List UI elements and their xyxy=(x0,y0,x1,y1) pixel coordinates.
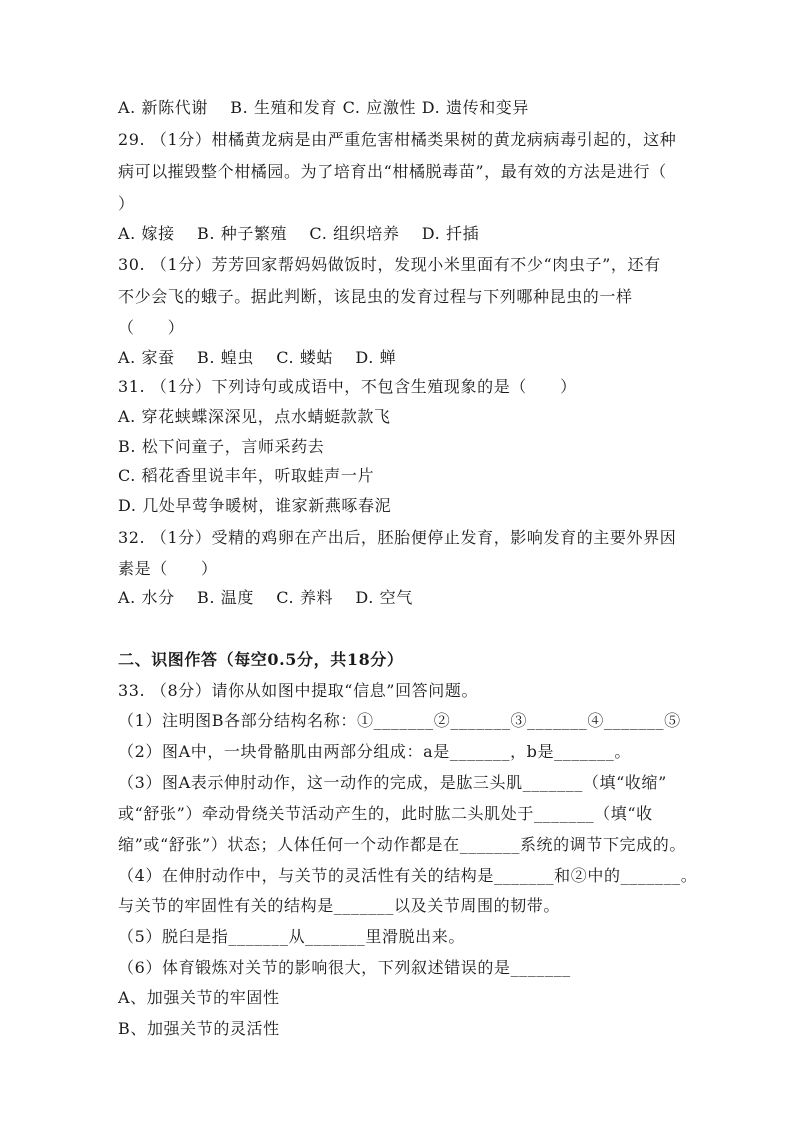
q30-stem-line3: （ ） xyxy=(118,318,185,337)
q29-options: A. 嫁接 B. 种子繁殖 C. 组织培养 D. 扦插 xyxy=(118,224,480,243)
q32-options: A. 水分 B. 温度 C. 养料 D. 空气 xyxy=(118,588,413,607)
section-heading: 二、识图作答（每空0.5分，共18分） xyxy=(118,650,404,669)
q28-options: A. 新陈代谢 B. 生殖和发育 C. 应激性 D. 遗传和变异 xyxy=(118,98,529,117)
q30-stem-line2: 不少会飞的蛾子。据此判断，该昆虫的发育过程与下列哪种昆虫的一样 xyxy=(118,287,633,306)
q33-part1: （1）注明图B各部分结构名称：①_______②_______③_______④_______⑤ xyxy=(118,711,681,730)
q31-option-a: A. 穿花蛱蝶深深见，点水蜻蜓款款飞 xyxy=(118,407,391,426)
q29-stem-line2: 病可以摧毁整个柑橘园。为了培育出“柑橘脱毒苗”，最有效的方法是进行（ xyxy=(118,162,667,181)
q29-stem-line3: ） xyxy=(118,194,135,213)
q33-part5: （5）脱臼是指_______从_______里滑脱出来。 xyxy=(118,927,465,946)
q33-part3-line1: （3）图A表示伸肘动作，这一动作的完成，是肱三头肌_______（填“收缩” xyxy=(118,773,667,792)
q33-part3-line3: 缩”或“舒张”）状态；人体任何一个动作都是在_______系统的调节下完成的。 xyxy=(118,835,686,854)
q33-part6: （6）体育锻炼对关节的影响很大，下列叙述错误的是_______ xyxy=(118,958,571,977)
q33-part6-option-a: A、加强关节的牢固性 xyxy=(118,988,280,1007)
q31-option-d: D. 几处早莺争暖树，谁家新燕啄春泥 xyxy=(118,496,392,515)
q33-part6-option-b: B、加强关节的灵活性 xyxy=(118,1019,280,1038)
q30-stem-line1: 30. （1分）芳芳回家帮妈妈做饭时，发现小米里面有不少“肉虫子”，还有 xyxy=(118,255,661,274)
q33-part3-line2: 或“舒张”）牵动骨绕关节活动产生的，此时肱二头肌处于_______（填“收 xyxy=(118,804,653,823)
q33-part2: （2）图A中，一块骨骼肌由两部分组成：a是_______，b是_______。 xyxy=(118,742,631,761)
q30-options: A. 家蚕 B. 蝗虫 C. 蝼蛄 D. 蝉 xyxy=(118,348,397,367)
q32-stem-line2: 素是（ ） xyxy=(118,559,218,578)
q33-part4-line2: 与关节的牢固性有关的结构是_______以及关节周围的韧带。 xyxy=(118,896,561,915)
q32-stem-line1: 32. （1分）受精的鸡卵在产出后，胚胎便停止发育，影响发育的主要外界因 xyxy=(118,528,677,547)
q29-stem-line1: 29. （1分）柑橘黄龙病是由严重危害柑橘类果树的黄龙病病毒引起的，这种 xyxy=(118,130,677,149)
q31-option-b: B. 松下问童子，言师采药去 xyxy=(118,437,325,456)
q33-stem: 33. （8分）请你从如图中提取“信息”回答问题。 xyxy=(118,681,479,700)
q31-stem: 31. （1分）下列诗句或成语中，不包含生殖现象的是（ ） xyxy=(118,377,577,396)
q33-part4-line1: （4）在伸肘动作中，与关节的灵活性有关的结构是_______和②中的_______。 xyxy=(118,866,698,885)
q31-option-c: C. 稻花香里说丰年，听取蛙声一片 xyxy=(118,466,375,485)
